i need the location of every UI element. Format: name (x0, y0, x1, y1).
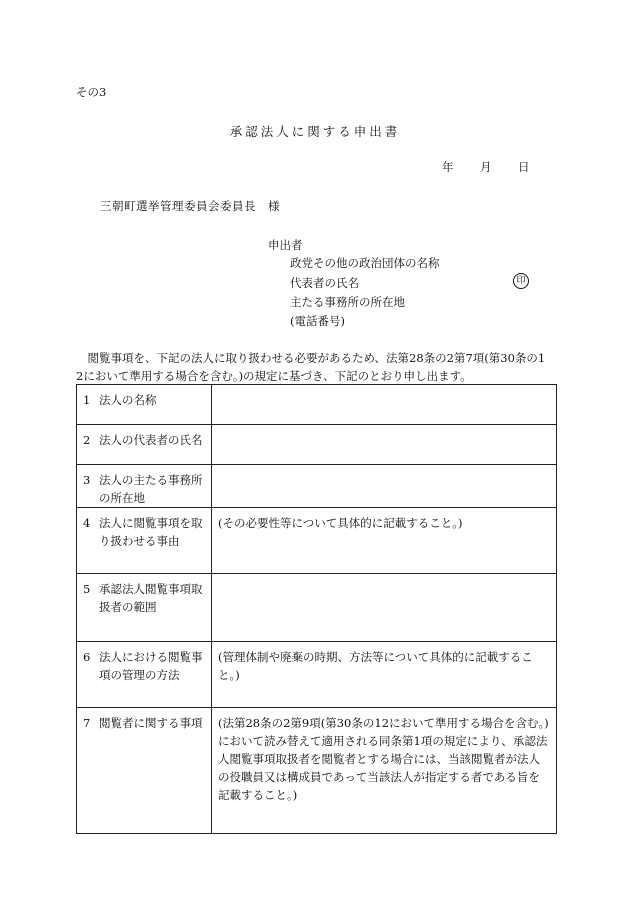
table-row (77, 574, 557, 642)
row-number: 5 (83, 582, 91, 596)
row-number: 2 (83, 433, 91, 447)
applicant-label: 申出者 (268, 238, 303, 252)
row-content (212, 425, 557, 465)
table-row (77, 642, 557, 708)
row-label-text: 承認法人閲覧事項取扱者の範囲 (99, 582, 203, 614)
row-label (77, 642, 212, 708)
office-address-field: 主たる事務所の所在地 (290, 295, 405, 309)
row-label-text: 法人の代表者の氏名 (99, 433, 203, 447)
row-content (212, 574, 557, 642)
intro-line: 2において準用する場合を含む。)の規定に基づき、下記のとおり申し出ます。 (76, 369, 472, 383)
row-label-text: 法人の主たる事務所の所在地 (99, 473, 203, 505)
form-number: その3 (76, 85, 107, 99)
row-label (77, 425, 212, 465)
row-label (77, 508, 212, 574)
date-month: 月 (480, 160, 492, 174)
row-content (212, 465, 557, 508)
row-label-text: 法人の名称 (99, 393, 157, 407)
row-content: (管理体制や廃棄の時期、方法等について具体的に記載すること。) (212, 642, 557, 708)
table-row (77, 465, 557, 508)
date-day: 日 (518, 160, 530, 174)
intro-paragraph (76, 349, 561, 385)
table-row (77, 425, 557, 465)
row-content (212, 385, 557, 425)
phone-number-field: (電話番号) (290, 314, 345, 328)
row-label-text: 法人における閲覧事項の管理の方法 (99, 650, 203, 682)
addressee: 三朝町選挙管理委員会委員長 様 (100, 199, 280, 213)
intro-line: 閲覧事項を、下記の法人に取り扱わせる必要があるため、法第28条の2第7項(第30条の1 (76, 351, 546, 365)
row-label (77, 708, 212, 834)
items-table (76, 384, 557, 834)
row-content: (その必要性等について具体的に記載すること。) (212, 508, 557, 574)
row-number: 4 (83, 516, 91, 530)
row-label (77, 465, 212, 508)
party-name-field: 政党その他の政治団体の名称 (290, 256, 440, 270)
row-label-text: 法人に閲覧事項を取り扱わせる事由 (99, 516, 203, 548)
table-row (77, 708, 557, 834)
row-content: (法第28条の2第9項(第30条の12において準用する場合を含む。)において読み替えて適用される同条第1項の規定により、承認法人閲覧事項取扱者を閲覧者とする場合には、当該閲覧者が法人の役職員又は構成員であって当該法人が指定する者である旨を記載すること。) (212, 708, 557, 834)
row-number: 7 (83, 716, 91, 730)
row-label (77, 574, 212, 642)
date-year: 年 (442, 160, 454, 174)
representative-name-field: 代表者の氏名 (290, 276, 359, 290)
seal-mark: 印 (513, 273, 529, 289)
table-row (77, 385, 557, 425)
row-label-text: 閲覧者に関する事項 (99, 716, 203, 730)
row-number: 3 (83, 473, 91, 487)
document-title: 承認法人に関する申出書 (229, 124, 401, 139)
row-label (77, 385, 212, 425)
row-number: 1 (83, 393, 91, 407)
table-row (77, 508, 557, 574)
date-line (442, 159, 530, 175)
row-number: 6 (83, 650, 91, 664)
